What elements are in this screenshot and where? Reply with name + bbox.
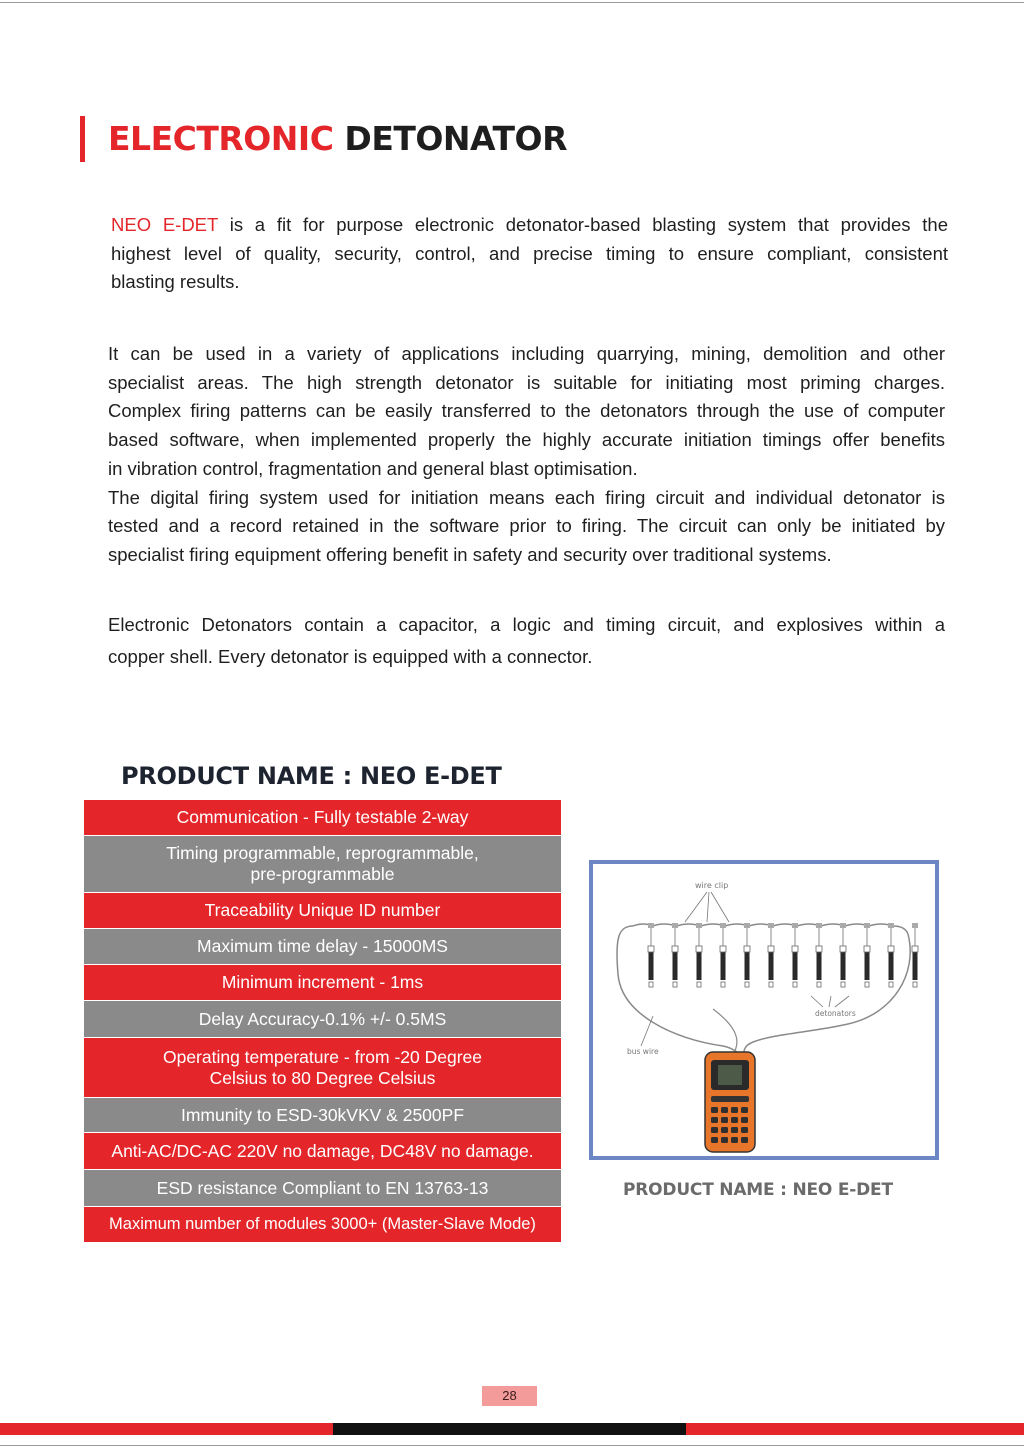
footer-bar-red-right [686, 1423, 1024, 1435]
detonator-cap [864, 946, 870, 952]
wire-clip [840, 923, 846, 928]
applications-line: specialist firing equipment offering benefit in safety and security over traditional systems. [108, 543, 832, 565]
detonator-tip [697, 982, 701, 987]
keypad-key [721, 1107, 728, 1113]
detonator-cap [648, 946, 654, 952]
wire-clip [888, 923, 894, 928]
keypad-key [721, 1127, 728, 1133]
wire-clip [720, 923, 726, 928]
page-title [108, 119, 567, 159]
wire-clip [696, 923, 702, 928]
spec-row: Maximum number of modules 3000+ (Master-Slave Mode) [84, 1207, 561, 1243]
detonator-tip [721, 982, 725, 987]
applications-line: in vibration control, fragmentation and general blast optimisation. [108, 457, 638, 479]
spec-row: Maximum time delay - 15000MS [84, 929, 561, 965]
applications-line: based software, when implemented properly the highly accurate initiation timings offer benefits [108, 429, 945, 451]
wire-clip [816, 923, 822, 928]
applications-line: specialist areas. The high strength detonator is suitable for initiating most priming charges. [108, 371, 945, 393]
detonator [865, 952, 870, 980]
detonator-cap [840, 946, 846, 952]
keypad-key [731, 1127, 738, 1133]
detonator-tip [649, 982, 653, 987]
page-number: 28 [482, 1386, 537, 1406]
intro-paragraph [111, 211, 948, 297]
keypad-key [741, 1107, 748, 1113]
keypad-key [741, 1127, 748, 1133]
spec-row: Traceability Unique ID number [84, 893, 561, 929]
keypad-key [721, 1137, 728, 1143]
wire-clip [672, 923, 678, 928]
detonator-tip [913, 982, 917, 987]
detonator-tip [673, 982, 677, 987]
keypad-key [711, 1137, 718, 1143]
detonator-cap [720, 946, 726, 952]
bottom-rule [0, 1445, 1024, 1446]
detonator-row [648, 923, 918, 987]
spec-row: Immunity to ESD-30kVKV & 2500PF [84, 1098, 561, 1133]
keypad-key [741, 1137, 748, 1143]
spec-table [84, 800, 561, 1243]
detonator-cap [768, 946, 774, 952]
wire-clip [792, 923, 798, 928]
detonator [673, 952, 678, 980]
detonator-cap [816, 946, 822, 952]
keypad-key [711, 1117, 718, 1123]
detonator [889, 952, 894, 980]
keypad-key [721, 1117, 728, 1123]
detonator-tip [745, 982, 749, 987]
blasting-machine [705, 1052, 755, 1152]
applications-paragraph [108, 340, 945, 570]
label-bus-wire: bus wire [627, 1047, 659, 1056]
detonator-cap [912, 946, 918, 952]
detonator-cap [792, 946, 798, 952]
applications-line: Complex firing patterns can be easily transferred to the detonators through the use of computer [108, 400, 945, 422]
spec-row: Anti-AC/DC-AC 220V no damage, DC48V no damage. [84, 1133, 561, 1170]
detonator [769, 952, 774, 980]
detonator-cap [672, 946, 678, 952]
applications-line: It can be used in a variety of applications including quarrying, mining, demolition and other [108, 343, 945, 364]
wire-clip [768, 923, 774, 928]
applications-line: tested and a record retained in the software prior to firing. The circuit can only be initiated by [108, 515, 945, 537]
detonator [817, 952, 822, 980]
detonator [649, 952, 654, 980]
construction-line: copper shell. Every detonator is equipped with a connector. [108, 646, 593, 667]
label-wire-clip: wire clip [695, 881, 729, 890]
intro-line-1: NEO E-DET is a fit for purpose electronic detonator-based blasting system that provides the [111, 214, 948, 235]
detonator [697, 952, 702, 980]
spec-row: Communication - Fully testable 2-way [84, 800, 561, 836]
spec-row: ESD resistance Compliant to EN 13763-13 [84, 1170, 561, 1207]
label-detonators: detonators [815, 1009, 856, 1018]
spec-row: Delay Accuracy-0.1% +/- 0.5MS [84, 1001, 561, 1038]
detonator [841, 952, 846, 980]
keypad-key [731, 1107, 738, 1113]
detonator [913, 952, 918, 980]
construction-paragraph [108, 609, 945, 673]
detonator-tip [841, 982, 845, 987]
construction-line: Electronic Detonators contain a capacitor, a logic and timing circuit, and explosives within a [108, 614, 945, 635]
detonator-tip [865, 982, 869, 987]
keypad-key [711, 1107, 718, 1113]
detonator-tip [817, 982, 821, 987]
detonator-cap [696, 946, 702, 952]
title-accent-bar [80, 116, 85, 162]
brand-name: NEO E-DET [111, 214, 218, 235]
detonator-tip [793, 982, 797, 987]
lead-wire [713, 1009, 737, 1054]
spec-row: Timing programmable, reprogrammable, pre-programmable [84, 836, 561, 893]
detonator-system-diagram [593, 864, 935, 1156]
detonator-cap [888, 946, 894, 952]
detonator-tip [889, 982, 893, 987]
wire-clip [744, 923, 750, 928]
intro-line-3: blasting results. [111, 271, 240, 293]
detonator-cap [744, 946, 750, 952]
footer-bar-red-left [0, 1423, 333, 1435]
product-name-heading: PRODUCT NAME : NEO E-DET [121, 762, 502, 790]
applications-line: The digital firing system used for initiation means each firing circuit and individual detonator is [108, 486, 945, 508]
title-word-electronic: ELECTRONIC [108, 119, 334, 158]
figure-caption: PRODUCT NAME : NEO E-DET [623, 1180, 893, 1200]
product-figure-frame [589, 860, 939, 1160]
detonator-tip [769, 982, 773, 987]
keypad-key [741, 1117, 748, 1123]
keypad-key [731, 1137, 738, 1143]
title-word-detonator: DETONATOR [344, 119, 567, 158]
detonator [793, 952, 798, 980]
spec-row: Minimum increment - 1ms [84, 965, 561, 1001]
top-rule [0, 2, 1024, 3]
wire-clip [648, 923, 654, 928]
keypad-key [711, 1127, 718, 1133]
detonator [721, 952, 726, 980]
wire-clip [864, 923, 870, 928]
footer-bar-black [333, 1423, 686, 1435]
wire-clip [912, 923, 918, 928]
intro-line-2: highest level of quality, security, control, and precise timing to ensure compliant, consistent [111, 242, 948, 264]
spec-row: Operating temperature - from -20 Degree Celsius to 80 Degree Celsius [84, 1038, 561, 1098]
keypad-key [731, 1117, 738, 1123]
detonator [745, 952, 750, 980]
